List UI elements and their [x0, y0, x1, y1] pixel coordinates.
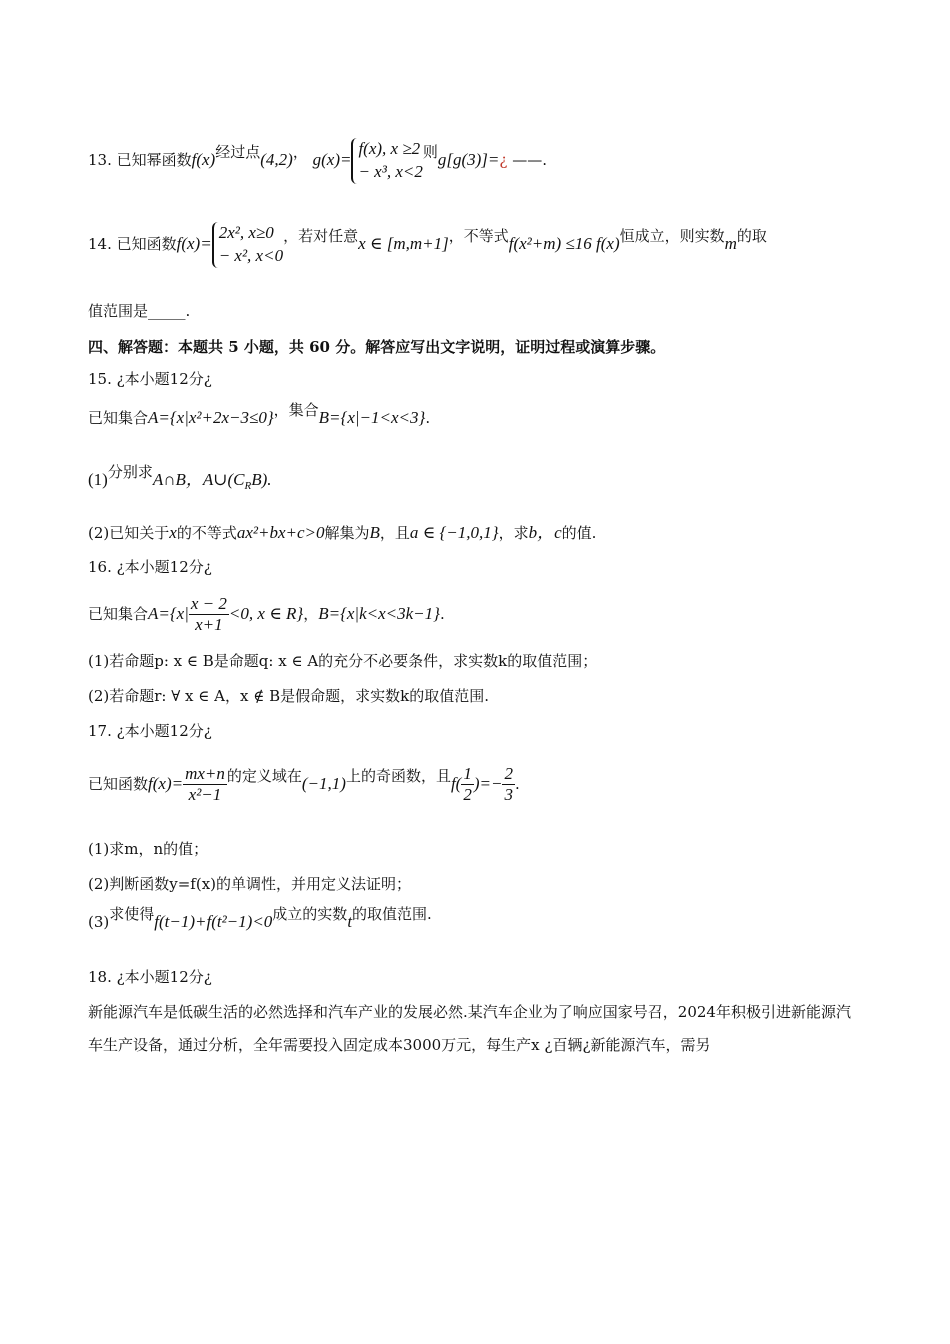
- question-17-head: 17. ¿本小题12分¿: [88, 722, 212, 740]
- fraction-half: $\frac{1}{2}$: [463, 764, 472, 805]
- question-16-head: 16. ¿本小题12分¿: [88, 558, 212, 576]
- question-14-line2: 值范围是_____.: [88, 302, 191, 320]
- question-18-head: 18. ¿本小题12分¿: [88, 968, 212, 986]
- question-15-part1: (1)分别求A∩B，$A\cup(C_RB)$.: [88, 463, 272, 492]
- fraction-two-thirds: $\frac{2}{3}$: [504, 764, 513, 805]
- question-17-stem: 已知函数f(x)= $\frac{mx+n}{\text{x²−1}}$ 的定义域在(−1,1)上的奇函数，且f( $\frac{1}{2}$ )=− $\frac{2}{3}$ .: [88, 764, 520, 805]
- question-15-stem: 已知集合A={x|x²+2x−3≤0}，集合B={x|−1<x<3}.: [88, 401, 431, 427]
- question-14: 14. 已知函数f(x)=2x², x≥0 − x², x<0，若对任意x ∈ [m,m+1]，不等式f(x²+m) ≤16 f(x)恒成立，则实数m的取: [88, 222, 767, 268]
- question-17-part3: (3)求使得f(t−1)+f(t²−1)<0成立的实数t的取值范围.: [88, 905, 432, 931]
- question-15-head: 15. ¿本小题12分¿: [88, 370, 212, 388]
- fraction-fx: $\frac{mx+n}{\text{x²−1}}$: [185, 764, 225, 805]
- question-15-part2: (2)已知关于x的不等式ax²+bx+c>0解集为B，且a ∈ {−1,0,1}，求b，c的值.: [88, 523, 597, 542]
- piecewise-f: 2x², x≥0 − x², x<0: [212, 222, 283, 268]
- question-13: 13. 已知幂函数f(x)经过点(4,2)， g(x)=f(x), x ≥2 − x³, x<2则g[g(3)]=¿ ——.: [88, 138, 547, 184]
- section-heading: 四、解答题：本题共 5 小题，共 60 分。解答应写出文字说明，证明过程或演算步骤。: [88, 338, 666, 356]
- question-17-part2: (2)判断函数y=f(x)的单调性，并用定义法证明；: [88, 875, 412, 893]
- question-18-body: 新能源汽车是低碳生活的必然选择和汽车产业的发展必然.某汽车企业为了响应国家号召，2024年积极引进新能源汽车生产设备，通过分析，全年需要投入固定成本3000万元，每生产x ¿百辆¿新能源汽车，需另: [88, 1003, 851, 1054]
- piecewise-g: f(x), x ≥2 − x³, x<2: [351, 138, 422, 184]
- question-16-part1: (1)若命题p: x ∈ B是命题q: x ∈ A的充分不必要条件，求实数k的取值范围；: [88, 652, 598, 670]
- fraction-setA: $\frac{x - 2}{x+1}$: [190, 594, 227, 635]
- question-16-part2: (2)若命题r: ∀ x ∈ A，x ∉ B是假命题，求实数k的取值范围.: [88, 687, 489, 705]
- answer-blank: ¿: [499, 150, 508, 169]
- question-17-part1: (1)求m，n的值；: [88, 840, 209, 858]
- question-16-stem: 已知集合A={x| $\frac{x - 2}{x+1}$ <0, x ∈ R}，B={x|k<x<3k−1}.: [88, 594, 445, 635]
